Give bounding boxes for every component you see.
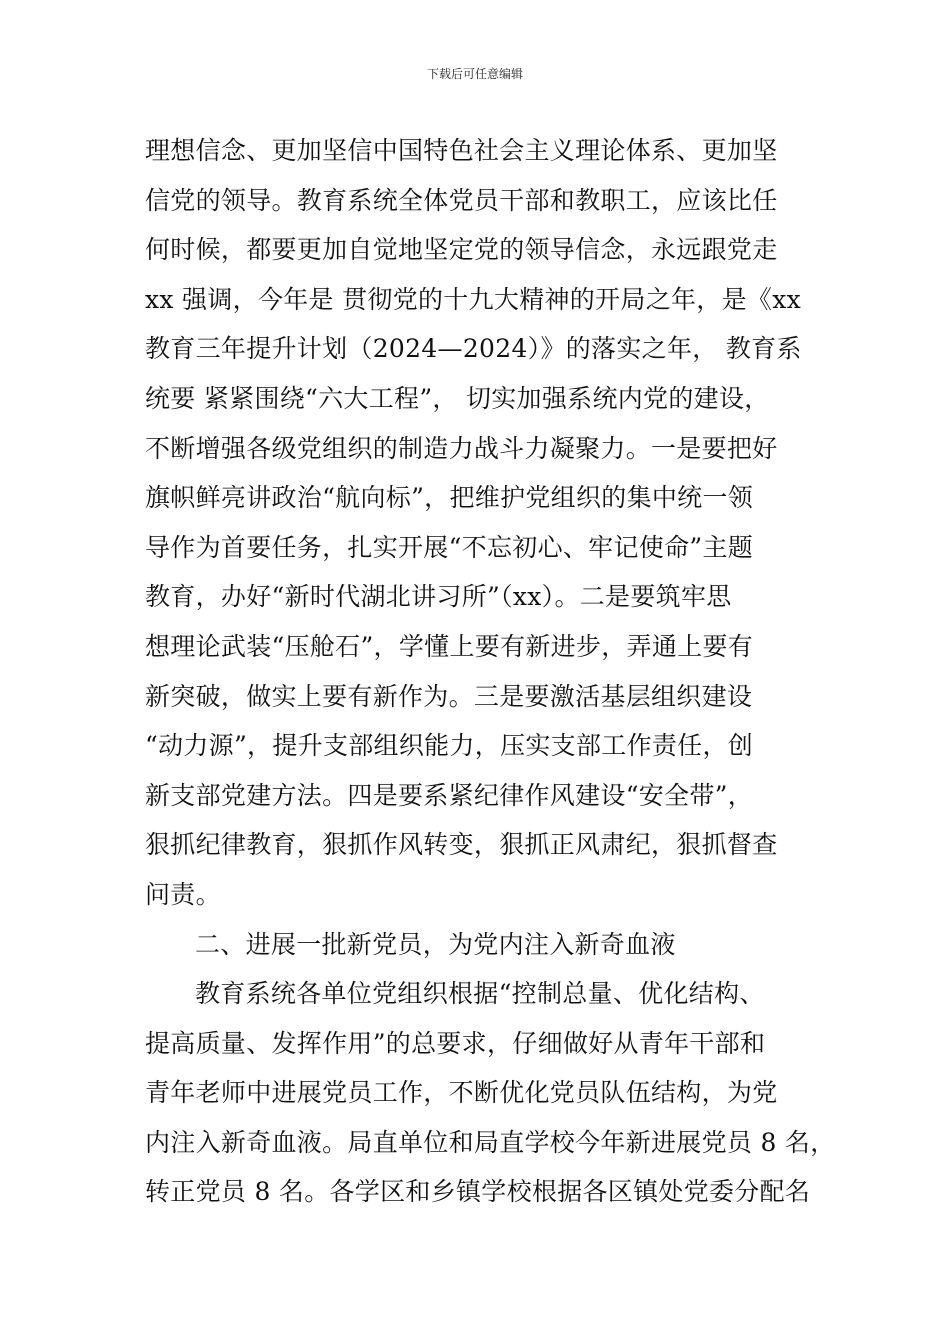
body-line: 问责。 [145, 879, 221, 909]
body-line: xx 强调，今年是 贯彻党的十九大精神的开局之年，是《xx [145, 284, 801, 314]
document-body [145, 126, 836, 1217]
body-line: 不断增强各级党组织的制造力战斗力凝聚力。一是要把好 [145, 433, 778, 463]
body-line: 转正党员 8 名。各学区和乡镇学校根据各区镇处党委分配名 [145, 1177, 811, 1207]
body-line: 内注入新奇血液。局直单位和局直学校今年新进展党员 8 名， [145, 1127, 836, 1157]
body-line: 教育系统各单位党组织根据“控制总量、优化结构、 [195, 979, 765, 1009]
body-line: “动力源”，提升支部组织能力，压实支部工作责任，创 [145, 731, 754, 761]
body-line: 统要 紧紧围绕“六大工程”， 切实加强系统内党的建设， [145, 383, 770, 413]
body-line: 理想信念、更加坚信中国特色社会主义理论体系、更加坚 [145, 136, 778, 165]
section-heading: 二、进展一批新党员，为党内注入新奇血液 [195, 929, 676, 959]
body-line: 教育三年提升计划（2024—2024）》的落实之年， 教育系 [145, 334, 802, 364]
body-line: 导作为首要任务，扎实开展“不忘初心、牢记使命”主题 [145, 532, 754, 562]
body-line: 新支部党建方法。四是要系紧纪律作风建设“安全带”， [145, 780, 754, 810]
body-line: 新突破，做实上要有新作为。三是要激活基层组织建设 [145, 681, 753, 711]
body-line: 想理论武装“压舱石”，学懂上要有新进步，弄通上要有 [145, 631, 754, 661]
body-line: 旗帜鲜亮讲政治“航向标”，把维护党组织的集中统一领 [145, 483, 754, 513]
body-line: 提高质量、发挥作用”的总要求，仔细做好从青年干部和 [145, 1028, 766, 1058]
body-line: 信党的领导。教育系统全体党员干部和教职工，应该比任 [145, 185, 778, 215]
body-line: 青年老师中进展党员工作，不断优化党员队伍结构，为党 [145, 1078, 778, 1108]
body-line: 教育，办好“新时代湖北讲习所”（xx）。二是要筑牢思 [145, 582, 732, 612]
body-line: 狠抓纪律教育，狠抓作风转变，狠抓正风肃纪，狠抓督查 [145, 830, 778, 860]
body-line: 何时候，都要更加自觉地坚定党的领导信念，永远跟党走 [145, 235, 778, 265]
page-header: 下载后可任意编辑 [426, 67, 523, 81]
